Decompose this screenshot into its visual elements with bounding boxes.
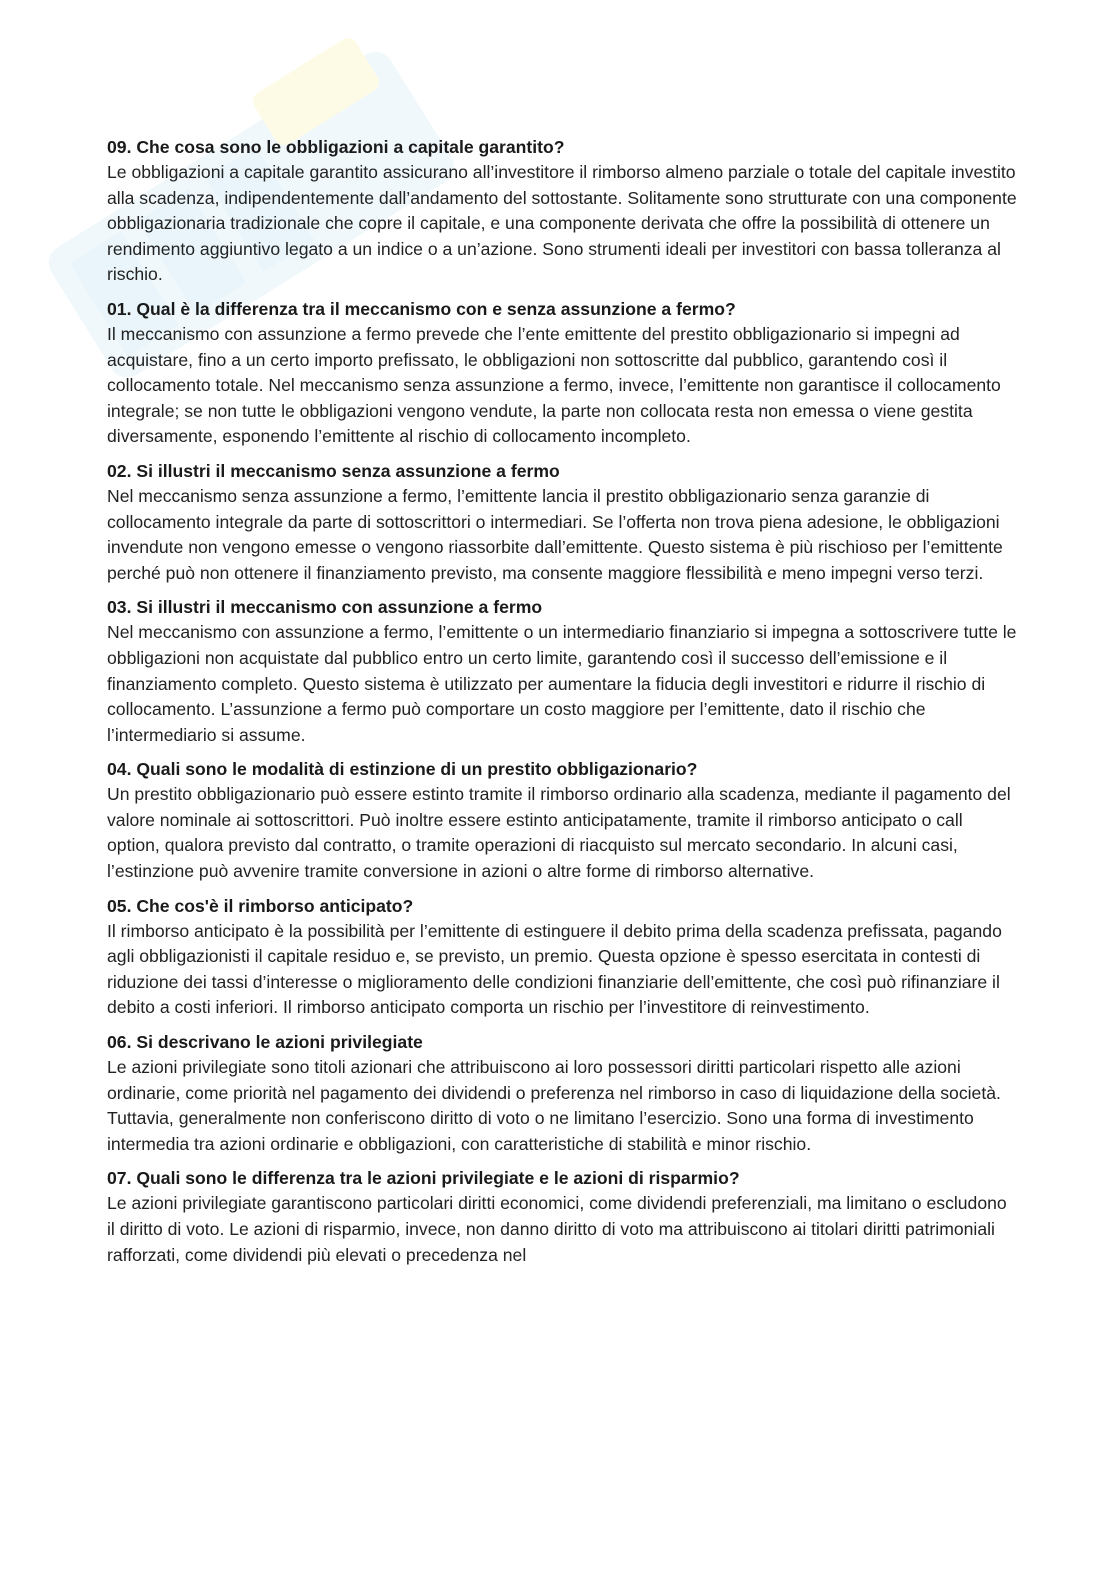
section-02 (107, 459, 1017, 586)
section-text: Un prestito obbligazionario può essere estinto tramite il rimborso ordinario alla scadenza, mediante il pagamento del valore nominale ai sottoscrittori. Può inoltre essere estinto anticipatamente, tramite il rimborso anticipato o call option, qualora previsto dal contratto, o tramite operazioni di riacquisto sul mercato secondario. In alcuni casi, l’estinzione può avvenire tramite conversione in azioni o altre forme di rimborso alternative. (107, 784, 1011, 882)
section-04 (107, 757, 1017, 884)
section-text: Il meccanismo con assunzione a fermo prevede che l’ente emittente del prestito obbligazionario si impegni ad acquistare, fino a un certo importo prefissato, le obbligazioni non sottoscritte dal pubblico, garantendo così il collocamento totale. Nel meccanismo senza assunzione a fermo, invece, l’emittente non garantisce il collocamento integrale; se non tutte le obbligazioni vengono vendute, la parte non collocata resta non emessa o viene gestita diversamente, esponendo l’emittente al rischio di collocamento incompleto. (107, 323, 1001, 447)
section-07 (107, 1166, 1017, 1268)
section-05 (107, 894, 1017, 1021)
section-text: Le azioni privilegiate sono titoli azionari che attribuiscono ai loro possessori diritti particolari rispetto alle azioni ordinarie, come priorità nel pagamento dei dividendi o preferenza nel rimborso in caso di liquidazione della società. Tuttavia, generalmente non conferiscono diritto di voto o ne limitano l’esercizio. Sono una forma di investimento intermedia tra azioni ordinarie e obbligazioni, con caratteristiche di stabilità e minor rischio. (107, 1057, 1001, 1154)
section-title: 05. Che cos'è il rimborso anticipato? (107, 895, 414, 916)
section-title: 01. Qual è la differenza tra il meccanismo con e senza assunzione a fermo? (107, 298, 736, 319)
section-text: Nel meccanismo con assunzione a fermo, l’emittente o un intermediario finanziario si impegna a sottoscrivere tutte le obbligazioni non acquistate dal pubblico entro un certo limite, garantendo così il successo dell’emissione e il finanziamento completo. Questo sistema è utilizzato per aumentare la fiducia degli investitori e ridurre il rischio di collocamento. L’assunzione a fermo può comportare un costo maggiore per l’emittente, dato il rischio che l’intermediario si assume. (107, 622, 1017, 745)
section-text: Il rimborso anticipato è la possibilità per l’emittente di estinguere il debito prima della scadenza prefissata, pagando agli obbligazionisti il capitale residuo e, se previsto, un premio. Questa opzione è spesso esercitata in contesti di riduzione dei tassi d’interesse o miglioramento delle condizioni finanziarie dell’emittente, che così può rifinanziare il debito a costi inferiori. Il rimborso anticipato comporta un rischio per l’investitore di reinvestimento. (107, 920, 1002, 1018)
section-title: 06. Si descrivano le azioni privilegiate (107, 1032, 423, 1053)
section-text: Le obbligazioni a capitale garantito assicurano all’investitore il rimborso almeno parziale o totale del capitale investito alla scadenza, indipendentemente dall’andamento del sottostante. Solitamente sono strutturate con una componente obbligazionaria tradizionale che copre il capitale, e una componente derivata che offre la possibilità di ottenere un rendimento aggiuntivo legato a un indice o a un’azione. Sono strumenti ideali per investitori con bassa tolleranza al rischio. (107, 162, 1017, 285)
section-title: 02. Si illustri il meccanismo senza assunzione a fermo (107, 460, 560, 481)
section-title: 03. Si illustri il meccanismo con assunzione a fermo (107, 597, 543, 618)
section-text: Nel meccanismo senza assunzione a fermo, l’emittente lancia il prestito obbligazionario senza garanzie di collocamento integrale da parte di sottoscrittori o intermediari. Se l’offerta non trova piena adesione, le obbligazioni invendute non vengono emesse o vengono riassorbite dall’emittente. Questo sistema è più rischioso per l’emittente perché può non ottenere il finanziamento previsto, ma consente maggiore flessibilità e meno impegni verso terzi. (107, 485, 1003, 583)
section-title: 09. Che cosa sono le obbligazioni a capitale garantito? (107, 137, 565, 157)
section-01 (107, 297, 1017, 450)
section-03 (107, 595, 1017, 748)
section-06 (107, 1030, 1017, 1157)
document-body (107, 135, 1017, 1277)
section-text: Le azioni privilegiate garantiscono particolari diritti economici, come dividendi preferenziali, ma limitano o escludono il diritto di voto. Le azioni di risparmio, invece, non danno diritto di voto ma attribuiscono ai titolari diritti patrimoniali rafforzati, come dividendi più elevati o precedenza nel (107, 1193, 1007, 1265)
section-title: 07. Quali sono le differenza tra le azioni privilegiate e le azioni di risparmio? (107, 1168, 740, 1189)
section-title: 04. Quali sono le modalità di estinzione di un prestito obbligazionario? (107, 759, 698, 780)
section-09 (107, 135, 1017, 288)
